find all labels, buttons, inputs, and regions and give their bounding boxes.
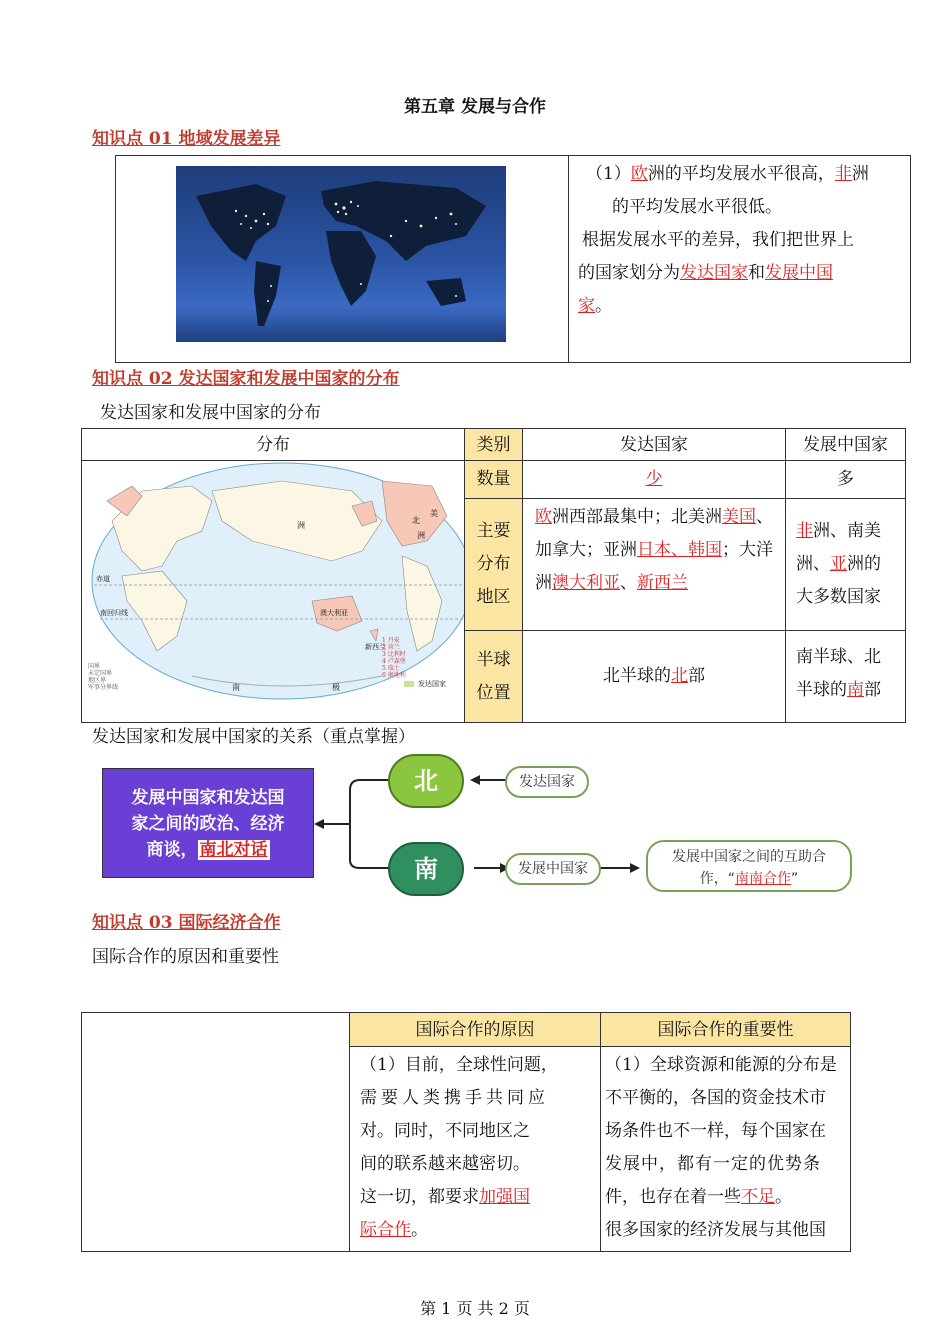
- developed-pill: 发达国家: [505, 766, 589, 798]
- map-label-australia: 澳大利亚: [320, 609, 348, 617]
- row-count: 数量: [465, 461, 523, 499]
- world-map: [82, 461, 464, 711]
- kp1-l4c: 和: [748, 263, 765, 283]
- map-label-south: 南: [232, 683, 240, 692]
- map-label-equator: 赤道: [96, 575, 110, 583]
- area-devg: 非洲、南美洲、亚洲的大多数国家: [786, 499, 906, 631]
- col-dev: 发达国家: [523, 429, 786, 461]
- south-node: 南: [388, 842, 464, 896]
- map-label-tropic: 南回归线: [100, 609, 128, 617]
- map-label-continent: 洲: [417, 531, 425, 540]
- map-label-north: 北: [412, 516, 420, 525]
- map-label-america: 美: [430, 509, 438, 518]
- south-south-pill: 发展中国家之间的互助合 作，“南南合作”: [646, 840, 852, 892]
- kp1-l5b: 。: [595, 296, 612, 316]
- coop-empty-cell: [82, 1013, 350, 1252]
- world-map-cell: [82, 461, 465, 723]
- col-cat: 类别: [465, 429, 523, 461]
- count-dev: 少: [645, 469, 663, 489]
- kp2-subtitle: 发达国家和发展中国家的分布: [100, 403, 321, 423]
- south-south-cooperation: 南南合作: [735, 871, 791, 887]
- reason-cell: （1）目前，全球性问题， 需要人类携手共同应 对。同时，不同地区之 间的联系越来越密切。 这一切，都要求加强国 际合作。: [350, 1047, 601, 1252]
- map-label-asia: 洲: [297, 521, 305, 530]
- kp1-l5a: 家: [578, 296, 595, 316]
- col-dist: 分布: [82, 429, 465, 461]
- kp1-l1e: 洲: [851, 164, 869, 184]
- map-legend: 国界 未定国界 地区界 军事分界线: [88, 663, 119, 691]
- col-import: 国际合作的重要性: [601, 1013, 851, 1047]
- import-cell: （1）全球资源和能源的分布是 不平衡的，各国的资金技术市 场条件也不一样，每个国家在 发展中，都有一定的优势条 件，也存在着一些不足。 很多国家的经济发展与其他国: [601, 1047, 851, 1252]
- kp1-l1a: （1）: [586, 164, 631, 184]
- relation-title: 发达国家和发展中国家的关系（重点掌握）: [92, 727, 415, 747]
- night-lights-map: [176, 166, 506, 342]
- kp1-l3: 根据发展水平的差异，我们把世界上: [582, 230, 854, 250]
- count-devg: 多: [786, 461, 906, 499]
- kp2-heading: 知识点 02 发达国家和发展中国家的分布: [92, 369, 400, 389]
- kp1-heading: 知识点 01 地域发展差异: [92, 129, 281, 149]
- row-area: 主要分布地区: [465, 499, 523, 631]
- kp1-l1c: 洲的平均发展水平很高，: [647, 164, 835, 184]
- col-reason: 国际合作的原因: [350, 1013, 601, 1047]
- page-footer: 第 1 页 共 2 页: [420, 1299, 530, 1318]
- hemi-devg: 南半球、北半球的南部: [786, 631, 906, 723]
- kp3-heading: 知识点 03 国际经济合作: [92, 913, 281, 933]
- distribution-table: [81, 428, 906, 723]
- col-devg: 发展中国家: [786, 429, 906, 461]
- kp1-l1b: 欧: [630, 164, 648, 184]
- hemi-dev: 北半球的北部: [523, 631, 786, 723]
- kp1-l2: 的平均发展水平很低。: [612, 197, 782, 217]
- north-south-dialogue-box: 发展中国家和发达国 家之间的政治、经济 商谈， 南北对话: [102, 768, 314, 878]
- north-south-dialogue: 南北对话: [199, 840, 268, 860]
- cooperation-table: [81, 1012, 851, 1252]
- kp3-subtitle: 国际合作的原因和重要性: [92, 947, 279, 967]
- kp1-l1d: 非: [834, 164, 852, 184]
- kp1-table: [115, 155, 911, 363]
- north-node: 北: [388, 754, 464, 808]
- row-hemi: 半球位置: [465, 631, 523, 723]
- developing-pill: 发展中国家: [505, 853, 601, 885]
- kp1-l4a: 的国家划分为: [578, 263, 680, 283]
- area-dev: 欧洲西部最集中；北美洲美国、加拿大；亚洲日本、韩国；大洋洲澳大利亚、新西兰: [523, 499, 786, 631]
- map-label-pole: 极: [332, 683, 340, 692]
- map-country-list: 1 丹麦 2 荷兰 3 比利时 4 卢森堡 5 瑞士 6 奥地利: [382, 637, 406, 679]
- kp1-l4d: 发展中国: [765, 263, 833, 283]
- map-legend-developed: 发达国家: [418, 680, 446, 688]
- map-label-nz: 新西兰: [365, 643, 386, 651]
- kp1-l4b: 发达国家: [680, 263, 748, 283]
- page-title: 第五章 发展与合作: [404, 97, 546, 117]
